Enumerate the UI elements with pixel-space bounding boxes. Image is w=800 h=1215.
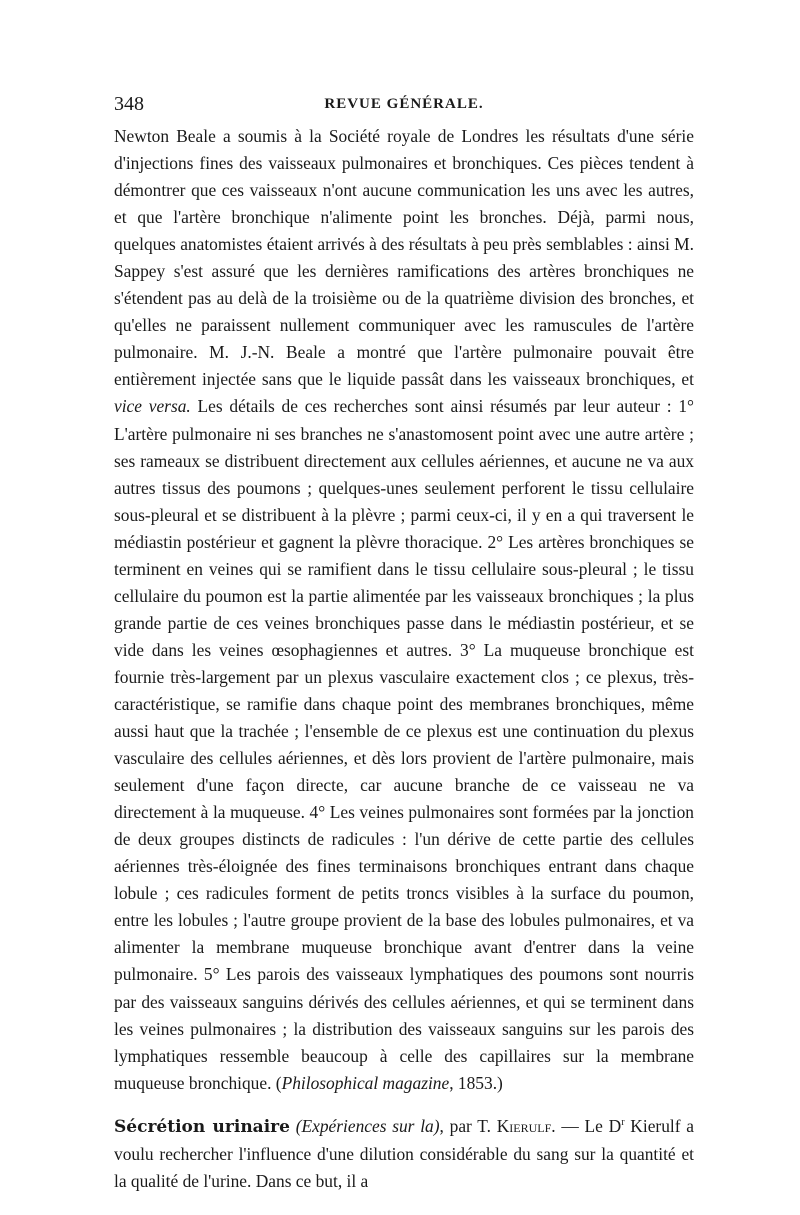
body-text [114, 123, 694, 1195]
article1-source-date: , 1853.) [449, 1072, 503, 1093]
section-subtitle: (Expériences sur la) [295, 1115, 440, 1136]
section-title: Sécrétion urinaire [114, 1116, 290, 1137]
document-page [114, 93, 694, 1195]
article1-text-part1: Newton Beale a soumis à la Société royale de Londres les résultats d'une série d'injections fines des vaisseaux pulmonaires et bronchiques. Ces pièces tendent à démontrer que ces vaisseaux n'ont aucune communication les uns avec les autres, et que l'artère bronchique n'alimente point les bronches. Déjà, parmi nous, quelques anatomistes étaient arrivés à des résultats à peu près semblables : ainsi M. Sappey s'est assuré que les dernières ramifications des artères bronchiques ne s'étendent pas au delà de la troisième ou de la quatrième division des bronches, et qu'elles ne paraissent nullement communiquer avec les ramuscules de l'artère pulmonaire. M. J.-N. Beale a montré que l'artère pulmonaire pouvait être entièrement injectée sans que le liquide passât dans les vaisseaux bronchiques, et [114, 126, 694, 390]
article-pulmonary-vessels [114, 123, 694, 1097]
running-header [114, 93, 694, 123]
article1-source: Philosophical magazine [281, 1072, 450, 1093]
journal-title: REVUE GÉNÉRALE. [324, 96, 484, 112]
page-number: 348 [114, 93, 144, 115]
section-separator [114, 1097, 694, 1113]
article2-lead: — Le D [561, 1115, 622, 1136]
article1-text-part2: Les détails de ces recherches sont ainsi résumés par leur auteur : 1° L'artère pulmonaire ni ses branches ne s'anastomosent point avec une autre artère ; ses rameaux se distribuent directement aux cellules aériennes, et aucune ne va aux autres tissus des poumons ; quelques-unes seulement perforent le tissu cellulaire sous-pleural et se distribuent à la plèvre ; parmi ceux-ci, il y en a qui traversent le médiastin postérieur et gagnent la plèvre thoracique. 2° Les artères bronchiques se terminent en veines qui se ramifient dans le tissu cellulaire sous-pleural ; le tissu cellulaire du poumon est la partie alimentée par les vaisseaux bronchiques ; la plus grande partie de ces veines bronchiques passe dans le médiastin postérieur, et se vide dans les veines œsophagiennes et autres. 3° La muqueuse bronchique est fournie très-largement par un plexus vasculaire exactement clos ; ce plexus, très-caractéristique, se ramifie dans chaque point des membranes bronchiques, même aussi haut que la trachée ; l'ensemble de ce plexus est une continuation du plexus vasculaire des cellules aériennes, et dès lors provient de l'artère pulmonaire, mais seulement d'une façon directe, car aucune branche de ce vaisseau ne va directement à la muqueuse. 4° Les veines pulmonaires sont formées par la jonction de deux groupes distincts de radicules : l'un dérive de cette partie des cellules aériennes très-éloignée des fines terminaisons bronchiques entrant dans chaque lobule ; ces radicules forment de petits troncs visibles à la surface du poumon, entre les lobules ; l'autre groupe provient de la base des lobules pulmonaires, et va alimenter la membrane muqueuse bronchique avant d'entrer dans la veine pulmonaire. 5° Les parois des vaisseaux lymphatiques des poumons sont nourris par des vaisseaux sanguins dérivés des cellules aériennes, et qui se terminent dans les veines pulmonaires ; la distribution des vaisseaux sanguins sur les parois des lymphatiques ressemble beaucoup à celle des capillaires sur la membrane muqueuse bronchique. ( [114, 396, 694, 1093]
doctor-superscript: r [621, 1116, 625, 1128]
author-name: Kierulf. [496, 1115, 556, 1136]
article2-text: Kierulf a voulu rechercher l'influence d'une dilution considérable du sang sur la quantité et la qualité de l'urine. Dans ce but, il a [114, 1115, 694, 1191]
byline-prefix: , par T. [439, 1115, 491, 1136]
article1-italic-phrase: vice versa. [114, 396, 191, 417]
article-urinary-secretion [114, 1113, 694, 1195]
